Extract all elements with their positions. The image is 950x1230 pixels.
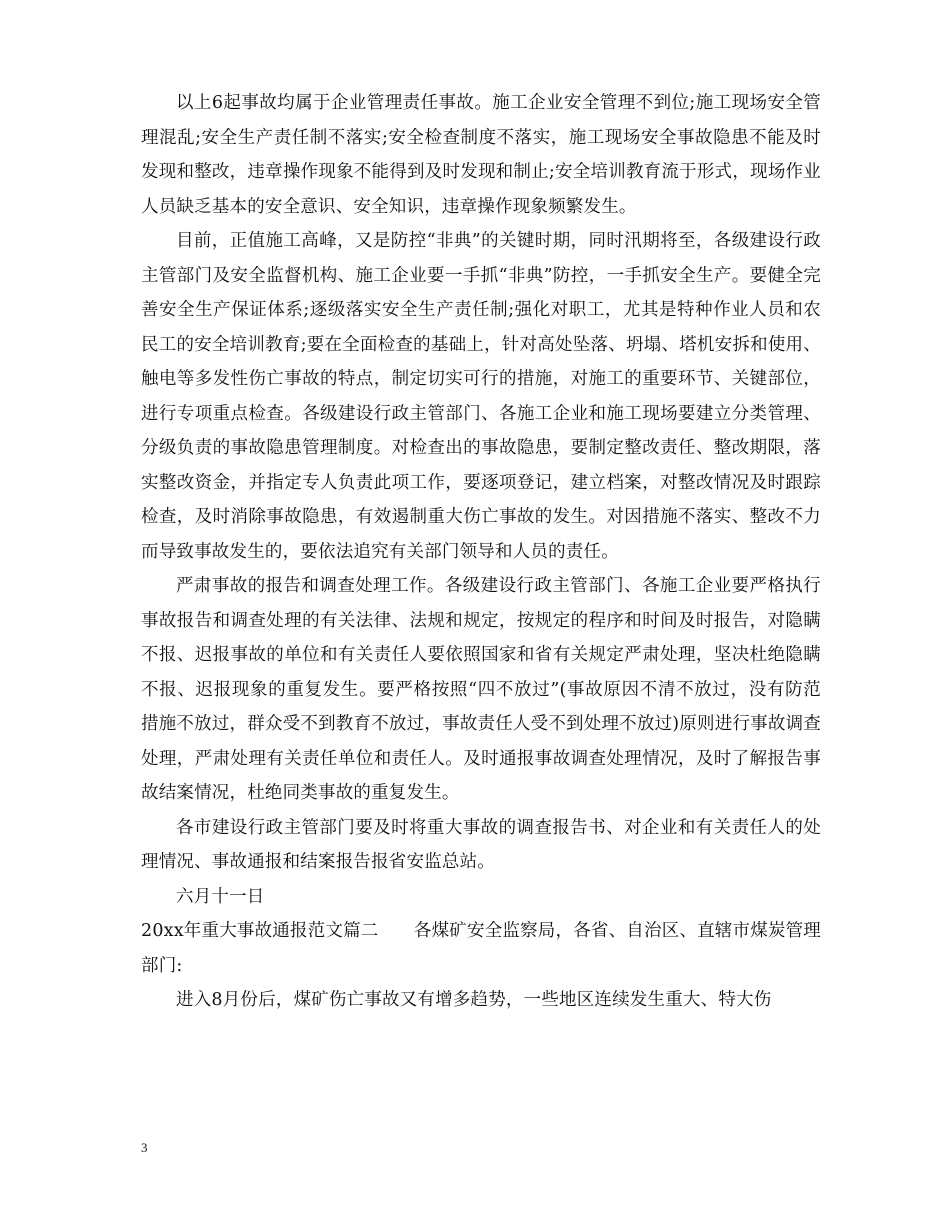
paragraph-current-measures: 目前，正值施工高峰，又是防控“非典”的关键时期，同时汛期将至，各级建设行政主管部门及安全监督机构、施工企业要一手抓“非典”防控，一手抓安全生产。要健全完善安全生产保证体系;逐级落实安全生产责任制;强化对职工，尤其是特种作业人员和农民工的安全培训教育;要在全面检查的基础上，针对高处坠落、坍塌、塔机安拆和使用、触电等多发性伤亡事故的特点，制定切实可行的措施，对施工的重要环节、关键部位，进行专项重点检查。各级建设行政主管部门、各施工企业和施工现场要建立分类管理、分级负责的事故隐患管理制度。对检查出的事故隐患，要制定整改责任、整改期限，落实整改资金，并指定专人负责此项工作，要逐项登记，建立档案，对整改情况及时跟踪检查，及时消除事故隐患，有效遏制重大伤亡事故的发生。对因措施不落实、整改不力而导致事故发生的，要依法追究有关部门领导和人员的责任。 xyxy=(141,231,821,562)
paragraph-august-trend: 进入8月份后，煤矿伤亡事故又有增多趋势，一些地区连续发生重大、特大伤 xyxy=(176,990,772,1010)
page-number: 3 xyxy=(141,1140,148,1155)
paragraph-date: 六月十一日 xyxy=(176,886,265,907)
paragraph-report-submission: 各市建设行政主管部门要及时将重大事故的调查报告书、对企业和有关责任人的处理情况、事故通报和结案报告报省安监总站。 xyxy=(141,817,821,872)
paragraph-accident-summary: 以上6起事故均属于企业管理责任事故。施工企业安全管理不到位;施工现场安全管理混乱;安全生产责任制不落实;安全检查制度不落实，施工现场安全事故隐患不能及时发现和整改，违章操作现象不能得到及时发现和制止;安全培训教育流于形式，现场作业人员缺乏基本的安全意识、安全知识，违章操作现象频繁发生。 xyxy=(141,93,821,217)
document-body xyxy=(141,86,821,1018)
paragraph-accident-reporting: 严肃事故的报告和调查处理工作。各级建设行政主管部门、各施工企业要严格执行事故报告和调查处理的有关法律、法规和规定，按规定的程序和时间及时报告，对隐瞒不报、迟报事故的单位和有关责任人要依照国家和省有关规定严肃处理，坚决杜绝隐瞒不报、迟报现象的重复发生。要严格按照“四不放过”(事故原因不清不放过，没有防范措施不放过，群众受不到教育不放过，事故责任人受不到处理不放过)原则进行事故调查处理，严肃处理有关责任单位和责任人。及时通报事故调查处理情况，及时了解报告事故结案情况，杜绝同类事故的重复发生。 xyxy=(141,576,821,803)
heading-line-article-two: 20xx年重大事故通报范文篇二 各煤矿安全监察局，各省、自治区、直辖市煤炭管理部门: xyxy=(141,921,822,976)
